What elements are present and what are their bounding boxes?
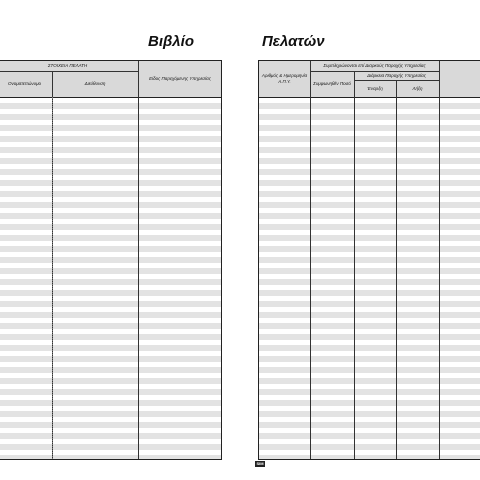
col-end: Λήξη [412,85,423,91]
book-title-right: Πελατών [262,33,325,50]
col-agreed-amount: Συμφωνηθέν Ποσό [313,81,351,87]
col-name: Ονοματεπώνυμο [7,81,42,87]
col-start: Έναρξη [367,85,383,91]
col-address: Διεύθυνση [84,81,106,87]
publisher-logo: SIM [256,461,264,466]
left-ledger-page [0,60,222,460]
service-duration-header: Διάρκεια Παροχής Υπηρεσίας [367,72,426,78]
right-ledger-rows [259,98,480,459]
col-service-type: Είδος Παρεχόμενης Υπηρεσίας [149,76,211,82]
book-title-left: Βιβλίο [148,33,194,50]
left-ledger-rows [0,98,221,459]
col-apy-number-date: Αριθμός & Ημερομηνία Α.Π.Υ. [261,73,308,84]
right-ledger-page [258,60,480,460]
continuous-service-header: Συμπληρώνονται επί Διαρκούς Παροχής Υπηρεσίας [323,63,426,69]
client-details-header: ΣΤΟΙΧΕΙΑ ΠΕΛΑΤΗ [47,63,88,69]
